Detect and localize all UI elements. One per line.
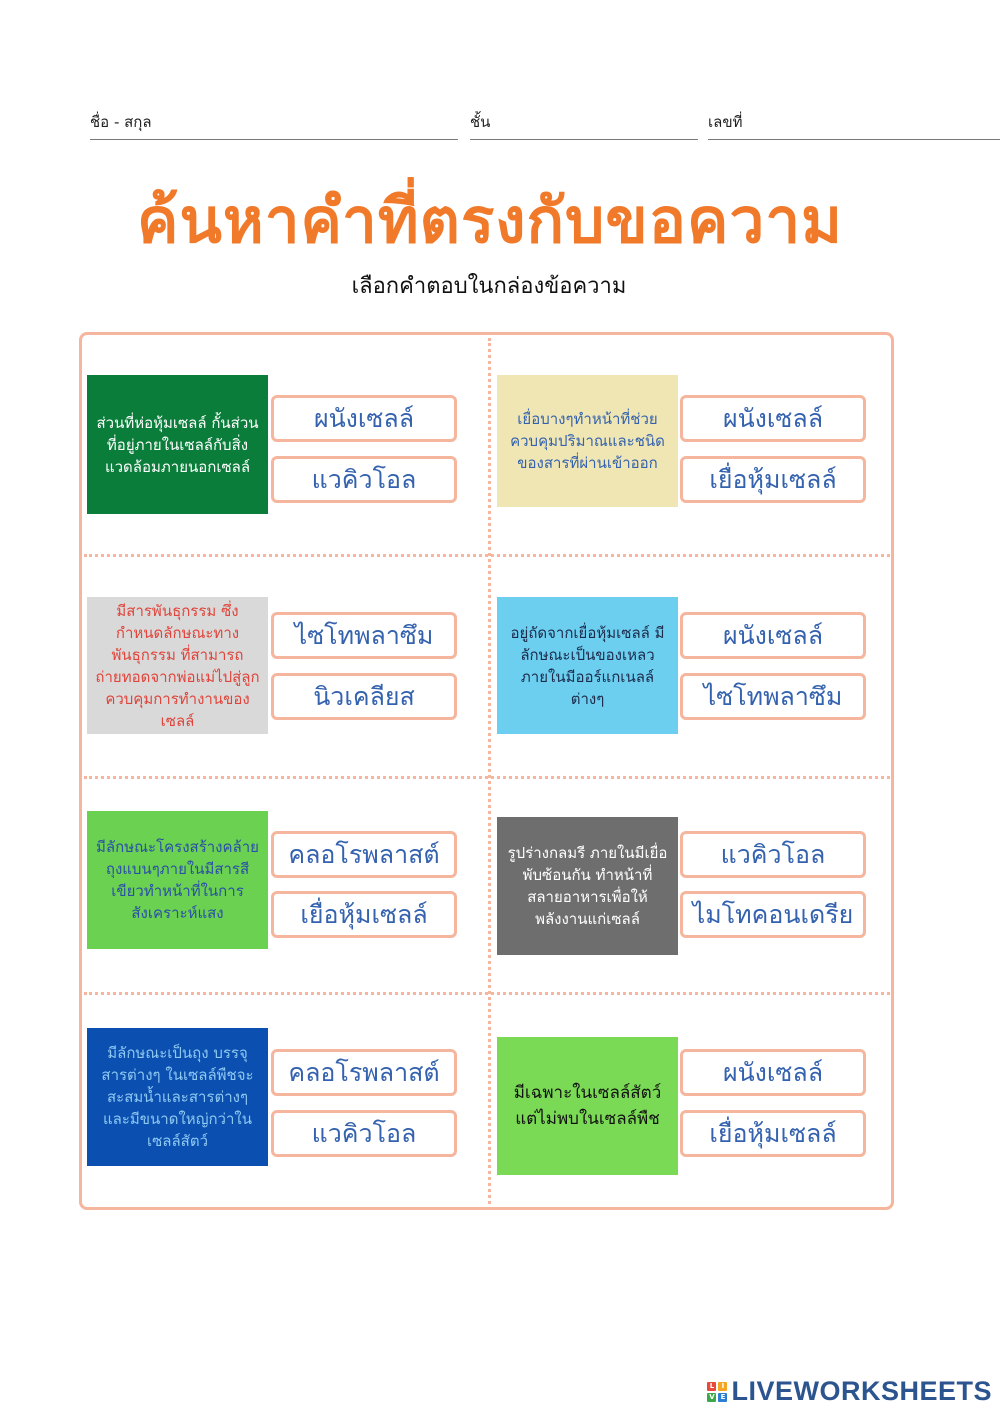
- answer-option-2a[interactable]: ผนังเซลล์: [680, 395, 866, 442]
- answer-option-6a[interactable]: แวคิวโอล: [680, 831, 866, 878]
- answer-option-8b[interactable]: เยื่อหุ้มเซลล์: [680, 1110, 866, 1157]
- question-text-3: มีสารพันธุกรรม ซึ่งกำหนดลักษณะทางพันธุกรรม ที่สามารถถ่ายทอดจากพ่อแม่ไปสู่ลูก ควบคุมการทำงานของเซลล์: [95, 601, 260, 730]
- logo-letter: V: [709, 1393, 715, 1401]
- question-text-2: เยื่อบางๆทำหน้าที่ช่วยควบคุมปริมาณและชนิดของสารที่ผ่านเข้าออก: [510, 410, 665, 472]
- answer-option-7a[interactable]: คลอโรพลาสต์: [271, 1049, 457, 1096]
- answer-option-3a[interactable]: ไซโทพลาซึม: [271, 612, 457, 659]
- name-line[interactable]: [90, 139, 458, 140]
- question-box-6: [497, 817, 678, 955]
- logo-mark-icon: [707, 1382, 727, 1402]
- question-box-2: [497, 375, 678, 507]
- answer-option-7b[interactable]: แวคิวโอล: [271, 1110, 457, 1157]
- number-label: เลขที่: [708, 113, 743, 131]
- brand-name: LIVEWORKSHEETS: [731, 1376, 992, 1406]
- question-text-6: รูปร่างกลมรี ภายในมีเยื่อพับซ้อนกัน ทำหน้าที่สลายอาหารเพื่อให้พลังงานแก่เซลล์: [507, 844, 668, 928]
- answer-option-6b[interactable]: ไมโทคอนเดรีย: [680, 891, 866, 938]
- answer-option-4a[interactable]: ผนังเซลล์: [680, 612, 866, 659]
- logo-letter: I: [718, 1382, 727, 1391]
- row-divider-2: [84, 776, 890, 779]
- question-text-7: มีลักษณะเป็นถุง บรรจุสารต่างๆ ในเซลล์พืชจะสะสมน้ำและสารต่างๆและมีขนาดใหญ่กว่าในเซลล์สัตว์: [101, 1044, 254, 1150]
- question-text-1: ส่วนที่ห่อหุ้มเซลล์ กั้นส่วนที่อยู่ภายในเซลล์กับสิ่งแวดล้อมภายนอกเซลล์: [96, 413, 259, 476]
- question-box-4: [497, 597, 678, 734]
- answer-option-1a[interactable]: ผนังเซลล์: [271, 395, 457, 442]
- page-title: ค้นหาคำที่ตรงกับขอความ: [136, 184, 844, 257]
- question-text-5: มีลักษณะโครงสร้างคล้ายถุงแบนๆภายในมีสารสีเขียวทำหน้าที่ในการสังเคราะห์แสง: [96, 838, 259, 922]
- answer-option-5b[interactable]: เยื่อหุ้มเซลล์: [271, 891, 457, 938]
- question-box-3: [87, 597, 268, 734]
- answer-option-1b[interactable]: แวคิวโอล: [271, 456, 457, 503]
- row-divider-1: [84, 554, 890, 557]
- answer-option-8a[interactable]: ผนังเซลล์: [680, 1049, 866, 1096]
- class-line[interactable]: [470, 139, 698, 140]
- name-label: ชื่อ - สกุล: [90, 113, 152, 131]
- answer-option-2b[interactable]: เยื่อหุ้มเซลล์: [680, 456, 866, 503]
- row-divider-3: [84, 992, 890, 995]
- number-line[interactable]: [708, 139, 1000, 140]
- answer-option-3b[interactable]: นิวเคลียส: [271, 673, 457, 720]
- answer-option-4b[interactable]: ไซโทพลาซึม: [680, 673, 866, 720]
- column-divider: [488, 338, 491, 1204]
- question-box-8: [497, 1037, 678, 1175]
- question-text-4: อยู่ถัดจากเยื่อหุ้มเซลล์ มีลักษณะเป็นของเหลวภายในมีออร์แกเนลล์ต่างๆ: [510, 623, 665, 708]
- question-box-7: [87, 1028, 268, 1166]
- logo-letter: L: [707, 1382, 716, 1391]
- question-box-5: [87, 811, 268, 949]
- question-text-8: มีเฉพาะในเซลล์สัตว์แต่ไม่พบในเซลล์พืช: [513, 1083, 662, 1129]
- answer-option-5a[interactable]: คลอโรพลาสต์: [271, 831, 457, 878]
- page-subtitle: เลือกคำตอบในกล่องข้อความ: [351, 274, 627, 299]
- liveworksheets-logo: [707, 1376, 992, 1407]
- question-box-1: [87, 375, 268, 514]
- class-label: ชั้น: [470, 113, 491, 131]
- logo-letter: E: [718, 1393, 727, 1402]
